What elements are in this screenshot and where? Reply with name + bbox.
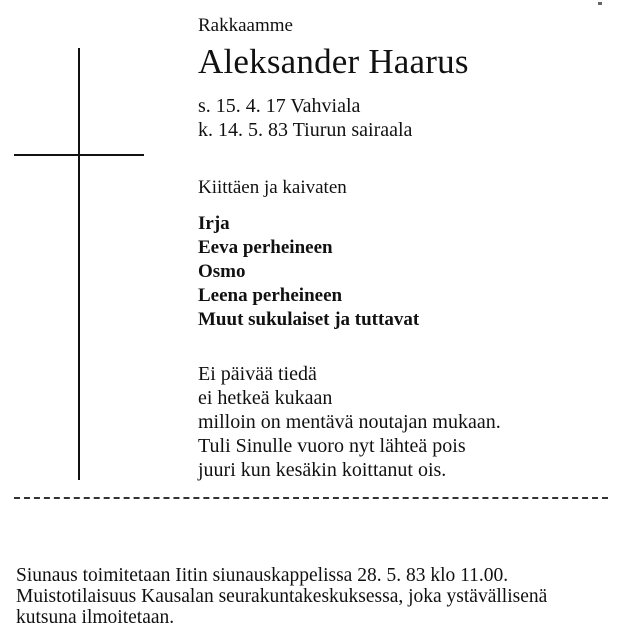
section-divider [14, 497, 608, 499]
mourner-name: Irja [198, 213, 230, 234]
notice-line: Muistotilaisuus Kausalan seurakuntakeskuksessa, joka ystävällisenä [16, 586, 548, 607]
intro-text: Rakkaamme [198, 15, 293, 36]
notice-line: Siunaus toimitetaan Iitin siunauskappelissa 28. 5. 83 klo 11.00. [16, 565, 509, 586]
mourner-name: Osmo [198, 261, 246, 282]
mourner-name: Muut sukulaiset ja tuttavat [198, 309, 420, 330]
death-date: k. 14. 5. 83 Tiurun sairaala [198, 119, 413, 141]
poem-line: Ei päivää tiedä [198, 363, 317, 385]
cross-vertical-beam [78, 48, 80, 480]
mourner-name: Leena perheineen [198, 285, 343, 306]
cross-horizontal-beam [14, 154, 144, 156]
poem-line: Tuli Sinulle vuoro nyt lähteä pois [198, 435, 466, 457]
mourning-lead: Kiittäen ja kaivaten [198, 177, 347, 198]
poem-line: ei hetkeä kukaan [198, 387, 333, 409]
funeral-notice [16, 565, 547, 628]
poem-line: juuri kun kesäkin koittanut ois. [198, 459, 447, 481]
life-dates [198, 94, 412, 142]
poem-line: milloin on mentävä noutajan mukaan. [198, 411, 501, 433]
print-speck [598, 2, 602, 5]
deceased-name: Aleksander Haarus [198, 42, 469, 81]
mourners-list [198, 212, 419, 332]
memorial-poem [198, 362, 501, 482]
mourner-name: Eeva perheineen [198, 237, 333, 258]
notice-line: kutsuna ilmoitetaan. [16, 607, 175, 628]
birth-date: s. 15. 4. 17 Vahviala [198, 95, 361, 117]
